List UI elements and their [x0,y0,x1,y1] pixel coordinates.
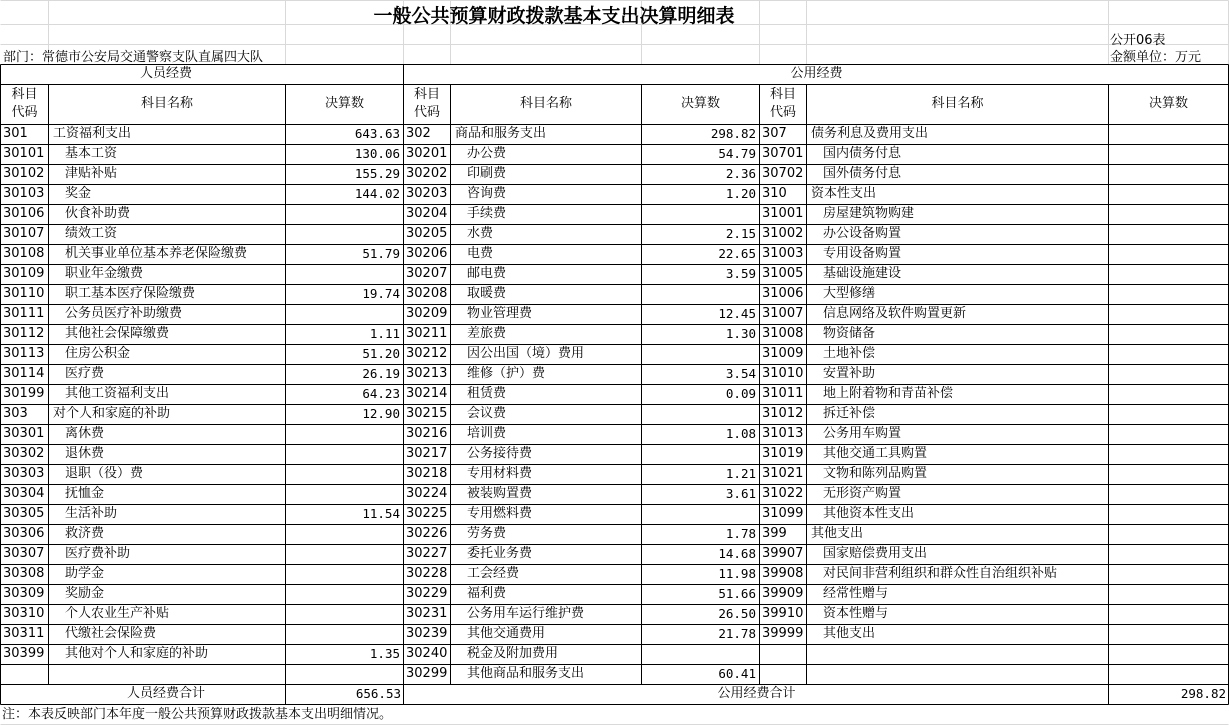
table-cell-code: 39999 [762,626,804,641]
table-cell-name: 住房公积金 [65,346,131,361]
table-cell-code: 30307 [3,546,45,561]
table-cell-code: 30215 [406,406,448,421]
table-cell-amount: 51.79 [362,246,400,261]
table-cell-name: 资本性赠与 [823,606,889,621]
table-cell-amount: 26.50 [718,606,756,621]
table-cell-code: 30239 [406,626,448,641]
table-cell-amount [286,264,400,284]
table-cell-amount: 144.02 [354,186,400,201]
table-cell-amount [1109,524,1225,544]
table-cell-amount [286,544,400,564]
table-cell-code: 30309 [3,586,45,601]
table-cell-code: 31021 [762,466,804,481]
table-cell-code: 30218 [406,466,448,481]
table-cell-amount [286,624,400,644]
table-cell-amount [1109,284,1225,304]
table-cell-code: 30304 [3,486,45,501]
table-cell-name: 大型修缮 [823,286,876,301]
table-cell-amount [642,284,756,304]
table-cell-amount [1109,584,1225,604]
personnel-header: 人员经费 [139,66,192,81]
table-cell-amount [1109,124,1225,144]
table-cell-name: 公务用车运行维护费 [467,606,585,621]
table-cell-amount [642,644,756,664]
table-cell-name: 奖金 [65,186,92,201]
table-cell-code: 303 [3,406,28,421]
table-cell-name: 基本工资 [65,146,118,161]
table-cell-code: 31011 [762,386,804,401]
table-cell-code: 30302 [3,446,45,461]
col-header-amount: 决算数 [324,96,364,111]
table-cell-name: 安置补助 [823,366,876,381]
table-cell-amount [642,204,756,224]
table-cell-code: 30103 [3,186,45,201]
table-cell-name: 职工基本医疗保险缴费 [65,286,196,301]
table-cell-name: 会议费 [467,406,507,421]
table-cell-code: 30702 [762,166,804,181]
table-cell-code: 30301 [3,426,45,441]
table-cell-name: 物业管理费 [467,306,533,321]
table-cell-name: 专用材料费 [467,466,533,481]
table-cell-code: 30199 [3,386,45,401]
table-cell-amount: 54.79 [718,146,756,161]
public-total-value: 298.82 [1180,686,1226,701]
table-cell-name: 其他支出 [811,526,864,541]
table-cell-amount [1109,444,1225,464]
table-cell-amount: 26.19 [362,366,400,381]
table-cell-amount [286,484,400,504]
personnel-total-value: 656.53 [355,686,401,701]
table-cell-name: 抚恤金 [65,486,105,501]
table-cell-name: 拆迁补偿 [823,406,876,421]
table-cell-name: 税金及附加费用 [467,646,559,661]
table-cell-name: 医疗费补助 [65,546,131,561]
table-cell-name: 差旅费 [467,326,507,341]
table-cell-code: 31012 [762,406,804,421]
table-cell-code [762,664,805,684]
table-cell-name: 职业年金缴费 [65,266,144,281]
table-cell-amount [1109,564,1225,584]
table-cell-name: 办公费 [467,146,507,161]
table-cell-code [762,644,805,664]
col-header-code: 科目 代码 [11,87,38,120]
table-cell-code: 30108 [3,246,45,261]
table-cell-name: 工会经费 [467,566,520,581]
table-cell-name: 奖励金 [65,586,105,601]
table-cell-code: 30308 [3,566,45,581]
table-cell-amount: 64.23 [362,386,400,401]
table-cell-code: 399 [762,526,787,541]
table-cell-code: 30112 [3,326,45,341]
table-cell-name: 基础设施建设 [823,266,902,281]
table-cell-name: 被装购置费 [467,486,533,501]
table-cell-name: 债务利息及费用支出 [811,126,929,141]
table-cell-code: 31099 [762,506,804,521]
footnote: 注：本表反映部门本年度一般公共预算财政拨款基本支出明细情况。 [2,707,393,722]
table-cell-code: 30107 [3,226,45,241]
table-cell-amount [642,504,756,524]
table-cell-name: 代缴社会保险费 [65,626,157,641]
public-header: 公用经费 [790,66,843,81]
table-cell-name: 助学金 [65,566,105,581]
table-cell-code: 30399 [3,646,45,661]
table-cell-name: 国家赔偿费用支出 [823,546,928,561]
table-cell-code: 30303 [3,466,45,481]
table-cell-amount: 21.78 [718,626,756,641]
table-cell-amount: 14.68 [718,546,756,561]
table-cell-amount: 3.59 [725,266,756,281]
table-cell-amount: 12.45 [718,306,756,321]
table-cell-amount: 19.74 [362,286,400,301]
table-cell-name: 文物和陈列品购置 [823,466,928,481]
table-cell-name: 对个人和家庭的补助 [53,406,171,421]
table-cell-amount [1109,344,1225,364]
table-cell-name: 经常性赠与 [823,586,889,601]
table-cell-name: 公务接待费 [467,446,533,461]
table-cell-amount [286,564,400,584]
table-cell-amount [642,404,756,424]
table-cell-code: 31002 [762,226,804,241]
table-cell-code: 302 [406,126,431,141]
table-cell-amount [1109,144,1225,164]
table-cell-amount [1109,644,1225,664]
table-cell-code: 301 [3,126,28,141]
table-cell-amount: 1.21 [725,466,756,481]
table-cell-amount [286,604,400,624]
table-cell-name: 专用设备购置 [823,246,902,261]
col-header-amount: 决算数 [680,96,720,111]
table-cell-name [811,644,1107,664]
table-cell-name: 电费 [467,246,494,261]
table-cell-amount: 1.11 [369,326,400,341]
table-cell-amount [1109,404,1225,424]
table-cell-code: 30109 [3,266,45,281]
table-cell-name: 水费 [467,226,494,241]
department-label: 部门：常德市公安局交通警察支队直属四大队 [3,50,264,65]
table-cell-code: 31010 [762,366,804,381]
table-cell-code: 30206 [406,246,448,261]
table-cell-amount: 11.54 [362,506,400,521]
table-cell-name: 房屋建筑物购建 [823,206,915,221]
table-cell-amount [286,664,400,684]
col-header-name: 科目名称 [519,96,572,111]
unit-label: 金额单位：万元 [1110,50,1202,65]
table-cell-amount: 0.09 [725,386,756,401]
table-cell-code: 30208 [406,286,448,301]
table-cell-code: 30214 [406,386,448,401]
table-cell-amount: 12.90 [362,406,400,421]
table-cell-code: 30111 [3,306,45,321]
table-cell-amount: 1.78 [725,526,756,541]
table-cell-name: 工资福利支出 [53,126,132,141]
table-cell-name: 咨询费 [467,186,507,201]
table-cell-code: 39910 [762,606,804,621]
table-cell-code: 30113 [3,346,45,361]
col-header-code: 科目 代码 [769,87,796,120]
table-cell-code: 30226 [406,526,448,541]
col-header-name: 科目名称 [140,96,193,111]
table-cell-code: 30114 [3,366,45,381]
table-cell-name: 生活补助 [65,506,118,521]
table-cell-name: 公务员医疗补助缴费 [65,306,183,321]
table-cell-amount [286,304,400,324]
table-cell-amount [1109,204,1225,224]
table-cell-name: 地上附着物和青苗补偿 [823,386,954,401]
table-cell-amount [286,204,400,224]
public-total-label: 公用经费合计 [717,686,796,701]
table-cell-name: 其他工资福利支出 [65,386,170,401]
table-cell-code: 31001 [762,206,804,221]
table-cell-amount: 3.61 [725,486,756,501]
table-cell-amount [1109,504,1225,524]
table-cell-amount: 155.29 [354,166,400,181]
table-cell-name: 信息网络及软件购置更新 [823,306,967,321]
table-cell-name: 其他资本性支出 [823,506,915,521]
table-cell-code: 30205 [406,226,448,241]
table-cell-name: 国内债务付息 [823,146,902,161]
table-cell-code: 307 [762,126,787,141]
table-cell-amount [642,344,756,364]
table-cell-amount [1109,364,1225,384]
table-cell-code: 30201 [406,146,448,161]
table-cell-name: 资本性支出 [811,186,877,201]
table-cell-name: 绩效工资 [65,226,118,241]
table-cell-name: 邮电费 [467,266,507,281]
table-cell-amount [1109,544,1225,564]
table-cell-code: 30203 [406,186,448,201]
table-cell-amount [1109,624,1225,644]
table-cell-name: 取暖费 [467,286,507,301]
table-cell-code: 31007 [762,306,804,321]
table-cell-name: 救济费 [65,526,105,541]
table-cell-name: 委托业务费 [467,546,533,561]
table-cell-amount [1109,604,1225,624]
table-cell-code: 30207 [406,266,448,281]
table-cell-code: 30202 [406,166,448,181]
table-cell-name: 专用燃料费 [467,506,533,521]
table-cell-amount [1109,244,1225,264]
table-cell-amount [286,464,400,484]
table-cell-code: 30212 [406,346,448,361]
table-cell-name: 其他交通费用 [467,626,546,641]
table-cell-amount [1109,324,1225,344]
table-cell-amount: 1.35 [369,646,400,661]
page-title: 一般公共预算财政拨款基本支出决算明细表 [373,5,735,27]
table-cell-code: 31003 [762,246,804,261]
table-cell-name: 伙食补助费 [65,206,131,221]
table-cell-code: 30217 [406,446,448,461]
table-cell-amount [1109,304,1225,324]
table-cell-amount: 1.30 [725,326,756,341]
table-cell-code: 310 [762,186,787,201]
table-cell-amount: 298.82 [710,126,756,141]
table-cell-code: 30701 [762,146,804,161]
table-cell-name: 其他支出 [823,626,876,641]
table-cell-name: 津贴补贴 [65,166,118,181]
table-cell-code: 30209 [406,306,448,321]
table-cell-name: 其他交通工具购置 [823,446,928,461]
table-cell-code: 30101 [3,146,45,161]
table-cell-amount [642,444,756,464]
table-cell-name: 其他社会保障缴费 [65,326,170,341]
table-cell-amount: 51.20 [362,346,400,361]
table-cell-amount [1109,264,1225,284]
table-cell-code: 31005 [762,266,804,281]
col-header-amount: 决算数 [1148,96,1188,111]
table-cell-amount [1109,424,1225,444]
col-header-code: 科目 代码 [413,87,440,120]
table-cell-code: 31019 [762,446,804,461]
table-cell-code: 31008 [762,326,804,341]
table-cell-amount: 3.54 [725,366,756,381]
table-cell-amount: 11.98 [718,566,756,581]
table-cell-name: 对民间非营利组织和群众性自治组织补贴 [823,566,1058,581]
table-cell-name: 国外债务付息 [823,166,902,181]
table-cell-code: 30106 [3,206,45,221]
table-cell-code: 39907 [762,546,804,561]
table-cell-code [3,664,47,684]
table-cell-name: 其他对个人和家庭的补助 [65,646,209,661]
table-cell-name: 福利费 [467,586,507,601]
table-cell-amount: 643.63 [354,126,400,141]
table-cell-name: 维修（护）费 [467,366,546,381]
table-cell-amount: 22.65 [718,246,756,261]
table-cell-name: 机关事业单位基本养老保险缴费 [65,246,248,261]
table-cell-code: 30102 [3,166,45,181]
table-cell-amount: 51.66 [718,586,756,601]
table-cell-name: 其他商品和服务支出 [467,666,585,681]
table-cell-amount [1109,224,1225,244]
table-cell-code: 31006 [762,286,804,301]
table-cell-amount [286,584,400,604]
table-cell-name: 离休费 [65,426,105,441]
table-cell-name: 物资储备 [823,326,876,341]
table-cell-name: 个人农业生产补贴 [65,606,170,621]
table-cell-amount [1109,484,1225,504]
table-cell-name: 无形资产购置 [823,486,902,501]
table-cell-name: 手续费 [467,206,507,221]
table-cell-code: 31022 [762,486,804,501]
table-cell-code: 30305 [3,506,45,521]
table-cell-code: 39909 [762,586,804,601]
table-cell-code: 30204 [406,206,448,221]
table-cell-name: 土地补偿 [823,346,876,361]
table-cell-code: 30240 [406,646,448,661]
table-cell-name: 退职（役）费 [65,466,144,481]
table-cell-name: 退休费 [65,446,105,461]
table-cell-amount [1109,464,1225,484]
table-cell-code: 39908 [762,566,804,581]
table-cell-code: 30110 [3,286,45,301]
table-cell-code: 30213 [406,366,448,381]
table-cell-name: 培训费 [467,426,507,441]
table-cell-amount: 1.20 [725,186,756,201]
table-cell-code: 30306 [3,526,45,541]
table-cell-amount [1109,164,1225,184]
table-cell-amount [1109,664,1225,684]
table-cell-name: 劳务费 [467,526,507,541]
table-cell-name: 办公设备购置 [823,226,902,241]
table-cell-code: 31013 [762,426,804,441]
table-cell-amount [1109,184,1225,204]
table-cell-amount [286,224,400,244]
table-cell-name: 商品和服务支出 [455,126,547,141]
table-cell-amount: 130.06 [354,146,400,161]
table-cell-amount: 2.15 [725,226,756,241]
col-header-name: 科目名称 [931,96,984,111]
personnel-total-label: 人员经费合计 [126,686,205,701]
table-cell-code: 30229 [406,586,448,601]
table-cell-code: 30310 [3,606,45,621]
table-cell-code: 30225 [406,506,448,521]
table-cell-amount: 1.08 [725,426,756,441]
table-cell-amount: 2.36 [725,166,756,181]
table-cell-name: 医疗费 [65,366,105,381]
table-cell-name: 租赁费 [467,386,507,401]
table-cell-code: 30224 [406,486,448,501]
table-cell-amount [1109,384,1225,404]
table-cell-amount [286,424,400,444]
table-cell-code: 30228 [406,566,448,581]
table-cell-amount [286,524,400,544]
table-cell-name: 因公出国（境）费用 [467,346,585,361]
table-cell-name [53,664,284,684]
table-cell-name [811,664,1107,684]
table-cell-name: 印刷费 [467,166,507,181]
table-cell-code: 30311 [3,626,45,641]
table-cell-code: 31009 [762,346,804,361]
table-cell-code: 30216 [406,426,448,441]
table-cell-code: 30227 [406,546,448,561]
table-cell-code: 30299 [406,666,448,681]
table-cell-code: 30231 [406,606,448,621]
table-number: 公开06表 [1110,33,1166,48]
table-cell-name: 公务用车购置 [823,426,902,441]
table-cell-amount [286,444,400,464]
table-cell-amount: 60.41 [718,666,756,681]
table-cell-code: 30211 [406,326,448,341]
